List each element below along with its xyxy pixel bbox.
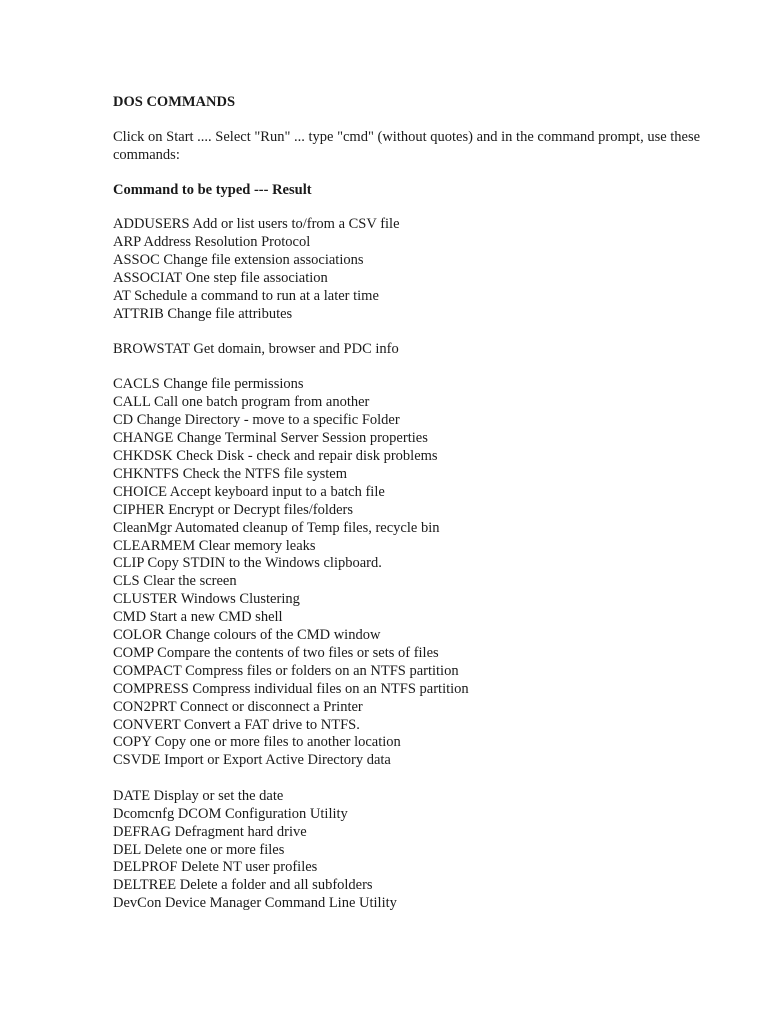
command-line: ARP Address Resolution Protocol bbox=[113, 233, 311, 250]
command-line: COMP Compare the contents of two files or sets of files bbox=[113, 644, 439, 661]
command-line: ADDUSERS Add or list users to/from a CSV file bbox=[113, 216, 400, 232]
command-line: CHKDSK Check Disk - check and repair disk problems bbox=[113, 447, 438, 464]
command-line: ASSOCIAT One step file association bbox=[113, 269, 328, 286]
command-group bbox=[113, 216, 733, 323]
command-line: DEL Delete one or more files bbox=[113, 841, 285, 858]
command-line: CHANGE Change Terminal Server Session properties bbox=[113, 430, 428, 447]
command-line: ASSOC Change file extension associations bbox=[113, 251, 364, 268]
command-group bbox=[113, 376, 733, 770]
intro-paragraph: Click on Start .... Select "Run" ... type "cmd" (without quotes) and in the command prompt, use these commands: bbox=[113, 129, 701, 163]
command-line: COMPACT Compress files or folders on an NTFS partition bbox=[113, 662, 459, 679]
command-line: CSVDE Import or Export Active Directory data bbox=[113, 752, 391, 769]
column-header-line: Command to be typed --- Result bbox=[113, 182, 312, 198]
command-line: DEFRAG Defragment hard drive bbox=[113, 823, 307, 840]
command-line: CleanMgr Automated cleanup of Temp files, recycle bin bbox=[113, 519, 440, 536]
command-group bbox=[113, 341, 733, 359]
command-line: CLUSTER Windows Clustering bbox=[113, 591, 300, 608]
command-line: CLIP Copy STDIN to the Windows clipboard. bbox=[113, 555, 382, 572]
command-line: Dcomcnfg DCOM Configuration Utility bbox=[113, 805, 348, 822]
command-line: AT Schedule a command to run at a later time bbox=[113, 287, 379, 304]
command-line: CLS Clear the screen bbox=[113, 573, 237, 590]
command-line: DELTREE Delete a folder and all subfolders bbox=[113, 877, 373, 894]
command-line: DATE Display or set the date bbox=[113, 787, 284, 804]
command-line: CONVERT Convert a FAT drive to NTFS. bbox=[113, 716, 360, 733]
command-line: COPY Copy one or more files to another location bbox=[113, 734, 401, 751]
command-line: BROWSTAT Get domain, browser and PDC info bbox=[113, 340, 399, 357]
command-line: CMD Start a new CMD shell bbox=[113, 609, 283, 626]
command-group bbox=[113, 788, 733, 913]
command-list bbox=[113, 216, 733, 913]
command-line: CACLS Change file permissions bbox=[113, 376, 304, 393]
document-title: DOS COMMANDS bbox=[113, 94, 236, 110]
command-line: COLOR Change colours of the CMD window bbox=[113, 627, 381, 644]
command-line: CHKNTFS Check the NTFS file system bbox=[113, 465, 348, 482]
command-line: ATTRIB Change file attributes bbox=[113, 305, 293, 322]
command-line: CALL Call one batch program from another bbox=[113, 394, 370, 411]
command-line: CIPHER Encrypt or Decrypt files/folders bbox=[113, 501, 354, 518]
document-content bbox=[113, 93, 733, 931]
command-line: CLEARMEM Clear memory leaks bbox=[113, 537, 316, 554]
command-line: CHOICE Accept keyboard input to a batch file bbox=[113, 483, 385, 500]
command-line: DevCon Device Manager Command Line Utility bbox=[113, 895, 397, 912]
command-line: DELPROF Delete NT user profiles bbox=[113, 859, 318, 876]
command-line: CD Change Directory - move to a specific Folder bbox=[113, 412, 400, 429]
command-line: COMPRESS Compress individual files on an NTFS partition bbox=[113, 680, 469, 697]
command-line: CON2PRT Connect or disconnect a Printer bbox=[113, 698, 363, 715]
